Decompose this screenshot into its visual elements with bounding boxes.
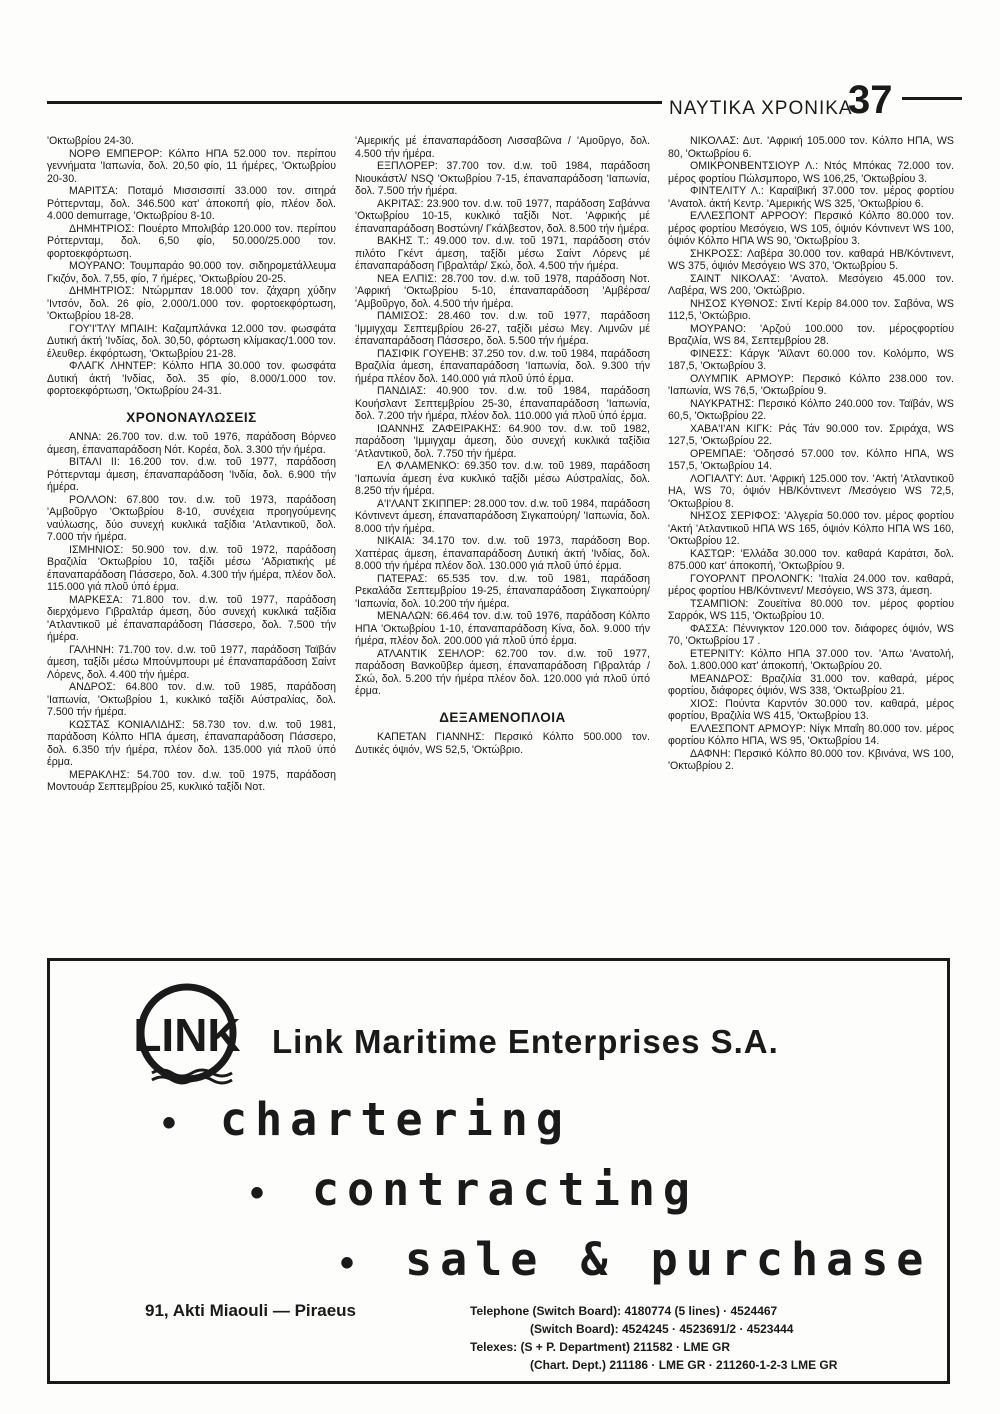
col3-entry: ΣΑΙΝΤ ΝΙΚΟΛΑΣ: 'Ανατολ. Μεσόγειο 45.000 τον. Λαβέρα, WS 200, 'Οκτώβριο.: [668, 272, 954, 297]
col1-entry: ΝΟΡΘ ΕΜΠΕΡΟΡ: Κόλπο ΗΠΑ 52.000 τον. περίπου γεννήματα 'Ιαπωνία, δολ. 20,50 φίο, 11 ήμέρες, 'Οκτωβρίου 20-30.: [47, 147, 336, 185]
col3-entry: ΕΛΛΕΣΠΟΝΤ ΑΡΡΟΟΥ: Περσικό Κόλπο 80.000 τον. μέρος φορτίου Μεσόγειο, WS 105, όψιόν Κόντινεντ WS 100, όψιόν Κόλπο ΗΠΑ WS 90, 'Οκτωβρίου 3.: [668, 210, 954, 247]
col1-entry: ΒΙΤΑΛΙ ΙΙ: 16.200 τον. d.w. τοῦ 1977, παράδοση Ρόττερνταμ άμεση, έπαναπαράδοση 'Ινδία, δολ. 6.900 τήν ήμέρα.: [47, 456, 336, 493]
col1-entry: ΚΩΣΤΑΣ ΚΟΝΙΑΛΙΔΗΣ: 58.730 τον. d.w. τοῦ 1981, παράδοση Κόλπο ΗΠΑ άμεση, έπαναπαράδοση Πάσσερο, δολ. 6.350 τήν ήμέρα, πλέον δολ. 135.000 γιά πλοῦ ύπό έρμα.: [47, 718, 336, 768]
col3-entry: ΦΑΣΣΑ: Πέννιγκτον 120.000 τον. διάφορες όψιόν, WS 70, 'Οκτωβρίου 17 .: [668, 622, 954, 647]
col2-entry: Α'Ι'ΛΑΝΤ ΣΚΙΠΠΕΡ: 28.000 τον. d.w. τοῦ 1984, παράδοση Κόντινεντ άμεση, έπαναπαράδοση Σιγκαπούρη/ 'Ιαπωνία, δολ. 8.000 τήν ήμέρα.: [355, 497, 650, 535]
col2-intro: 'Αμερικής μέ έπαναπαράδοση Λισσαβῶνα / 'Αμοῦργο, δολ. 4.500 τήν ήμέρα.: [355, 135, 650, 160]
col2-entry: ΝΙΚΑΙΑ: 34.170 τον. d.w. τοῦ 1973, παράδοση Βορ. Χαττέρας άμεση, έπαναπαράδοση Δυτική άκτή 'Ινδίας, δολ. 8.000 τήν ήμέρα πλέον δολ. 130.000 γιά πλοῦ ύπό έρμα.: [355, 535, 650, 572]
company-address: 91, Akti Miaouli — Piraeus: [145, 1301, 356, 1320]
col3-entry: ΜΟΥΡΑΝΟ: 'Αρζού 100.000 τον. μέροςφορτίου Βραζιλία, WS 84, Σεπτεμβρίου 28.: [668, 322, 954, 347]
col1-entry: ΙΣΜΗΝΙΟΣ: 50.900 τον. d.w. τοῦ 1972, παράδοση Βραζιλία 'Οκτωβρίου 10, ταξίδι μέσω 'Αδριατικής μέ έπαναπαράδοση Πάσσερο, δολ. 4.300 τήν ήμέρα, πλέον δολ. 115.000 γιά πλοῦ ύπό έρμα.: [47, 543, 336, 593]
page-number: 37: [848, 78, 893, 122]
col2-entry: ΠΑΜΙΣΟΣ: 28.460 τον. d.w. τοῦ 1977, παράδοση 'Ιμμιγχαμ Σεπτεμβρίου 26-27, ταξίδι μέσω Μεγ. Λιμνῶν μέ έπαναπαράδοση Πάσσερο, δολ. 5.500 τήν ήμέρα.: [355, 310, 650, 347]
col3-entry: ΟΜΙΚΡΟΝΒΕΝΤΣΙΟΥΡ Λ.: Ντός Μπόκας 72.000 τον. μέρος φορτίου Πώλσμπορο, WS 106,25, 'Οκτωβρίου 3.: [668, 160, 954, 185]
col2-entry: ΕΞΠΛΟΡΕΡ: 37.700 τον. d.w. τοῦ 1984, παράδοση Νιουκάστλ/ NSQ 'Οκτωβρίου 7-15, έπαναπαράδοση 'Ιαπωνία, δολ. 7.500 τήν ήμέρα.: [355, 160, 650, 197]
col2-entry: ΒΑΚΗΣ Τ.: 49.000 τον. d.w. τοῦ 1971, παράδοση στόν πιλότο Γκέντ άμεση, ταξίδι μέσω Σαίντ Λόρενς μέ έπαναπαράδοση Γιβραλτάρ/ Σκώ, δολ. 4.500 τήν ήμέρα.: [355, 235, 650, 272]
col1-entry: ΜΕΡΑΚΛΗΣ: 54.700 τον. d.w. τοῦ 1975, παράδοση Μοντουάρ Σεπτεμβρίου 25, κυκλικό ταξίδι Νοτ.: [47, 768, 336, 793]
col2-entry: ΑΤΛΑΝΤΙΚ ΣΕΗΛΟΡ: 62.700 τον. d.w. τοῦ 1977, παράδοση Βανκοῦβερ άμεση, έπαναπαράδοση Γιβραλτάρ / Σκώ, δολ. 5.200 τήν ήμέρα πλέον δολ. 120.000 γιά πλοῦ ύπό έρμα.: [355, 647, 650, 697]
telephone-line: Telephone (Switch Board): 4180774 (5 lines) · 4524467: [470, 1304, 778, 1318]
col1-intro: 'Οκτωβρίου 24-30.: [47, 135, 135, 147]
col1-entry: ΜΑΡΙΤΣΑ: Ποταμό Μισσισσιπί 33.000 τον. σιτηρά Ρόττερνταμ, δολ. 346.500 κατ' άποκοπή φίο, πλέον δολ. 4.000 demurrage, 'Οκτωβρίου 8-10.: [47, 185, 336, 222]
col1-entry: ΜΑΡΚΕΣΑ: 71.800 τον. d.w. τοῦ 1977, παράδοση διερχόμενο Γιβραλτάρ άμεση, δύο συνεχή κυκλικά ταξίδια 'Ατλαντικοῦ μέ έπαναπαράδοση Πάσσερο, δολ. 7.500 τήν ήμέρα.: [47, 593, 336, 643]
header-rule-left: [47, 101, 662, 104]
bullet-icon: •: [250, 1171, 265, 1215]
col3-entry: ΔΑΦΝΗ: Περσικό Κόλπο 80.000 τον. Κβινάνα, WS 100, 'Οκτωβρίου 2.: [668, 747, 954, 772]
column-3: [668, 135, 954, 773]
service-chartering: chartering: [220, 1093, 571, 1146]
col3-entry: ΧΑΒΑ'Ι'ΑΝ ΚΙΓΚ: Ράς Τάν 90.000 τον. Σριράχα, WS 127,5, 'Οκτωβρίου 22.: [668, 422, 954, 447]
col2-entry: ΠΑΝΔΙΑΣ: 40.900 τον. d.w. τοῦ 1984, παράδοση Κουήσλαντ Σεπτεμβρίου 25-30, έπαναπαράδοση 'Ιαπωνία, δολ. 7.200 τήν ήμέρα, πλέον δολ. 110.000 γιά πλοῦ ύπό έρμα.: [355, 385, 650, 422]
switchboard-line: (Switch Board): 4524245 · 4523691/2 · 4523444: [530, 1322, 794, 1336]
col1-entry: ΑΝΝΑ: 26.700 τον. d.w. τοῦ 1976, παράδοση Βόρνεο άμεση, έπαναπαράδοση Νότ. Κορέα, δολ. 3.300 τήν ήμέρα.: [47, 431, 336, 456]
bullet-icon: •: [162, 1101, 177, 1145]
col1-entry: ΓΟΥ'Ι'ΤΛΥ ΜΠΑΙΗ: Καζαμπλάνκα 12.000 τον. φωσφάτα Δυτική άκτή 'Ινδίας, δολ. 30,50, φόρτωση κλίμακας/1.000 τον. έλευθερ. έκφόρτωση, 'Οκτωβρίου 21-28.: [47, 322, 336, 360]
col2-entry: ΑΚΡΙΤΑΣ: 23.900 τον. d.w. τοῦ 1977, παράδοση Σαβάννα 'Οκτωβρίου 10-15, κυκλικό ταξίδι Νοτ. 'Αφρικής μέ έπαναπαράδοση Βοστώνη/ Γκάλβεστον, δολ. 8.500 τήν ήμέρα.: [355, 197, 650, 235]
col3-entry: ΧΙΟΣ: Πούντα Καρντόν 30.000 τον. καθαρά, μέρος φορτίου, Βραζιλία WS 415, 'Οκτωβρίου 13.: [668, 697, 954, 722]
advertisement-box: [47, 958, 950, 1384]
column-1: [47, 135, 336, 794]
col3-entry: ΟΛΥΜΠΙΚ ΑΡΜΟΥΡ: Περσικό Κόλπο 238.000 τον. 'Ιαπωνία, WS 76,5, 'Οκτωβρίου 9.: [668, 372, 954, 397]
section-heading-time-charters: ΧΡΟΝΟΝΑΥΛΩΣΕΙΣ: [126, 409, 257, 425]
col2-entry: ΠΑΣΙΦΙΚ ΓΟΥΕΗΒ: 37.250 τον. d.w. τοῦ 1984, παράδοση Βραζιλία άμεση, έπαναπαράδοση 'Ιαπωνία, δολ. 9.300 τήν ήμέρα πλέον δολ. 140.000 γιά πλοῦ ύπό έρμα.: [355, 347, 650, 385]
header-rule-right: [902, 97, 962, 100]
column-2: [355, 135, 650, 756]
col3-entry: ΚΑΣΤΩΡ: 'Ελλάδα 30.000 τον. καθαρά Καράτσι, δολ. 875.000 κατ' άποκοπή, 'Οκτωβρίου 9.: [668, 547, 954, 572]
svg-text:LINK: LINK: [133, 1009, 241, 1061]
col3-entry: ΦΙΝΕΣΣ: Κάργκ 'Άϊλαντ 60.000 τον. Κολόμπο, WS 187,5, 'Οκτωβρίου 3.: [668, 347, 954, 372]
col1-entry: ΔΗΜΗΤΡΙΟΣ: Ντώρμπαν 18.000 τον. ζάχαρη χύδην 'Ιντσόν, δολ. 26 φίο, 2.000/1.000 τον. φορτοεκφόρτωση, 'Οκτωβρίου 18-28.: [47, 285, 336, 322]
col3-entry: ΝΗΣΟΣ ΣΕΡΙΦΟΣ: 'Αλγερία 50.000 τον. μέρος φορτίου 'Ακτή 'Ατλαντικοῦ ΗΠΑ WS 165, όψιόν Κόλπο ΗΠΑ WS 160, 'Οκτωβρίου 12.: [668, 510, 954, 547]
col3-entry: ΓΟΥΟΡΛΝΤ ΠΡΟΛΟΝΓΚ: 'Ιταλία 24.000 τον. καθαρά, μέρος φορτίου ΗΒ/Κόντινεντ/ Μεσόγειο, WS 373, άμεση.: [668, 572, 954, 597]
col1-entry: ΦΛΑΓΚ ΛΗΝΤΕΡ: Κόλπο ΗΠΑ 30.000 τον. φωσφάτα Δυτική άκτή 'Ινδίας, δολ. 35 φίο, 8.000/1.000 τον. φορτοεκφόρτωση, 'Οκτωβρίου 24-31.: [47, 360, 336, 397]
magazine-title: ΝΑΥΤΙΚΑ ΧΡΟΝΙΚΑ: [669, 98, 853, 119]
col1-entry: ΓΑΛΗΝΗ: 71.700 τον. d.w. τοῦ 1977, παράδοση Ταϊβάν άμεση, ταξίδι μέσω Μπούνμπουρι μέ έπαναπαράδοση Σαίντ Λόρενς, δολ. 4.400 τήν ήμέρα.: [47, 643, 336, 681]
col1-entry: ΑΝΔΡΟΣ: 64.800 τον. d.w. τοῦ 1985, παράδοση 'Ιαπωνία, 'Οκτωβρίου 1, κυκλικό ταξίδι Αύστραλίας, δολ. 7.500 τήν ήμέρα.: [47, 681, 336, 718]
telex-line: Telexes: (S + P. Department) 211582 · LME GR: [470, 1340, 730, 1354]
col2-entry: ΙΩΑΝΝΗΣ ΖΑΦΕΙΡΑΚΗΣ: 64.900 τον. d.w. τοῦ 1982, παράδοση 'Ιμμιγχαμ άμεση, δύο συνεχή κυκλικά ταξίδια 'Ατλαντικοῦ, δολ. 7.750 τήν ήμέρα.: [355, 422, 650, 460]
bullet-icon: •: [340, 1241, 355, 1285]
service-sale-purchase: sale & purchase: [405, 1233, 932, 1286]
col3-entry: ΦΙΝΤΕΛΙΤΥ Λ.: Καραϊβική 37.000 τον. μέρος φορτίου 'Ανατολ. άκτή Κεντρ. 'Αμερικής WS 325, 'Οκτωβρίου 6.: [668, 185, 954, 210]
col3-entry: ΝΗΣΟΣ ΚΥΘΝΟΣ: Σιντί Κερίρ 84.000 τον. Σαβόνα, WS 112,5, 'Οκτώβριο.: [668, 297, 954, 322]
col1-entry: ΔΗΜΗΤΡΙΟΣ: Πουέρτο Μπολιβάρ 120.000 τον. περίπου Ρόττερνταμ, δολ. 6,50 φίο, 50.000/25.000 τον. φορτοεκφόρτωση.: [47, 222, 336, 260]
col2-entry: ΜΕΝΑΛΩΝ: 66.464 τον. d.w. τοῦ 1976, παράδοση Κόλπο ΗΠΑ 'Οκτωβρίου 1-10, έπαναπαράδοση Κίνα, δολ. 9.000 τήν ήμέρα, πλέον δολ. 200.000 γιά πλοῦ ύπό έρμα.: [355, 610, 650, 647]
col3-entry: ΕΤΕΡΝΙΤΥ: Κόλπο ΗΠΑ 37.000 τον. 'Απω 'Ανατολή, δολ. 1.800.000 κατ' άποκοπή, 'Οκτωβρίου 20.: [668, 647, 954, 672]
col2-entry: ΚΑΠΕΤΑΝ ΓΙΑΝΝΗΣ: Περσικό Κόλπο 500.000 τον. Δυτικές όψιόν, WS 52,5, 'Οκτώβριο.: [355, 731, 650, 756]
service-contracting: contracting: [312, 1163, 699, 1216]
col3-entry: ΝΑΥΚΡΑΤΗΣ: Περσικό Κόλπο 240.000 τον. Ταϊβάν, WS 60,5, 'Οκτωβρίου 22.: [668, 397, 954, 422]
col3-entry: ΟΡΕΜΠΑΕ: 'Οδησσό 57.000 τον. Κόλπο ΗΠΑ, WS 157,5, 'Οκτωβρίου 14.: [668, 447, 954, 472]
col1-entry: ΡΟΛΛΟΝ: 67.800 τον. d.w. τοῦ 1973, παράδοση 'Αμβοῦργο 'Οκτωβρίου 8-10, συνέχεια προηγούμενης ναύλωσης, δύο συνεχή κυκλικά ταξίδια 'Ατλαντικοῦ, δολ. 7.000 τήν ήμέρα.: [47, 493, 336, 543]
col2-entry: ΠΑΤΕΡΑΣ: 65.535 τον. d.w. τοῦ 1981, παράδοση Ρεκαλάδα Σεπτεμβρίου 19-25, έπαναπαράδοση Σιγκαπούρη/ 'Ιαπωνία, δολ. 10.200 τήν ήμέρα.: [355, 572, 650, 610]
col2-entry: ΝΕΑ ΕΛΠΙΣ: 28.700 τον. d.w. τοῦ 1978, παράδοση Νοτ. 'Αφρική 'Οκτωβρίου 5-10, έπαναπαράδοση 'Αμβέρσα/ 'Αμβοῦργο, δολ. 4.500 τήν ήμέρα.: [355, 272, 650, 310]
col3-entry: ΜΕΑΝΔΡΟΣ: Βραζιλία 31.000 τον. καθαρά, μέρος φορτίου, διάφορες όψιόν, WS 338, 'Οκτωβρίου 21.: [668, 672, 954, 697]
col3-entry: ΣΗΚΡΟΣΣ: Λαβέρα 30.000 τον. καθαρά ΗΒ/Κόντινεντ, WS 375, όψιόν Μεσόγειο WS 370, 'Οκτωβρίου 5.: [668, 247, 954, 272]
chart-dept-line: (Chart. Dept.) 211186 · LME GR · 211260-1-2-3 LME GR: [530, 1358, 838, 1372]
company-name: Link Maritime Enterprises S.A.: [272, 1023, 779, 1060]
col1-entry: ΜΟΥΡΑΝΟ: Τουμπαράο 90.000 τον. σιδηρομετάλλευμα Γκιζόν, δολ. 7,55, φίο, 7 ήμέρες, 'Οκτωβρίου 20-25.: [47, 260, 336, 285]
col3-entry: ΕΛΛΕΣΠΟΝΤ ΑΡΜΟΥΡ: Νίγκ Μπαΐη 80.000 τον. μέρος φορτίου Κόλπο ΗΠΑ, WS 95, 'Οκτωβρίου 14.: [668, 722, 954, 747]
col3-entry: ΛΟΓΙΑΛΤΥ: Δυτ. 'Αφρική 125.000 τον. 'Ακτή 'Ατλαντικοῦ ΗΑ, WS 70, όψιόν ΗΒ/Κόντινεντ /Μεσόγειο WS 72,5, 'Οκτωβρίου 8.: [668, 472, 954, 510]
col3-entry: ΤΣΑΜΠΙΟΝ: Ζουεϊτίνα 80.000 τον. μέρος φορτίου Σαρρόκ, WS 115, 'Οκτωβρίου 10.: [668, 597, 954, 622]
company-logo-icon: [132, 981, 242, 1091]
col2-entry: ΕΛ ΦΛΑΜΕΝΚΟ: 69.350 τον. d.w. τοῦ 1989, παράδοση 'Ιαπωνία άμεση ένα κυκλικό ταξίδι μέσω Αύστραλίας, δολ. 8.250 τήν ήμέρα.: [355, 460, 650, 497]
section-heading-tankers: ΔΕΞΑΜΕΝΟΠΛΟΙΑ: [439, 709, 566, 725]
col3-entry: ΝΙΚΟΛΑΣ: Δυτ. 'Αφρική 105.000 τον. Κόλπο ΗΠΑ, WS 80, 'Οκτωβρίου 6.: [668, 135, 954, 160]
link-logo: [132, 981, 242, 1091]
